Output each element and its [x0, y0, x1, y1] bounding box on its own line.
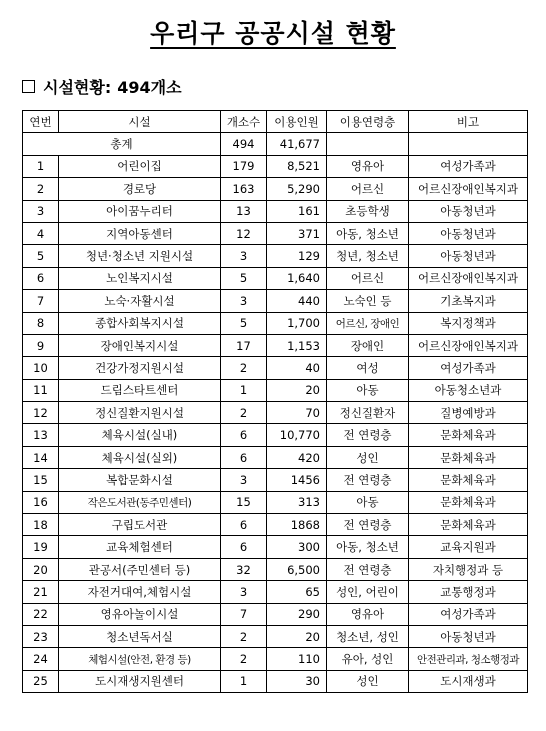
cell-note: 여성가족과 [409, 357, 528, 379]
cell-age: 전 연령층 [327, 424, 409, 446]
cell-users: 70 [267, 402, 327, 424]
cell-note: 문화체육과 [409, 469, 528, 491]
cell-count: 5 [221, 312, 267, 334]
cell-no: 23 [23, 625, 59, 647]
table-row [23, 446, 528, 468]
cell-facility: 정신질환지원시설 [59, 402, 221, 424]
cell-facility: 관공서(주민센터 등) [59, 558, 221, 580]
cell-age: 아동 [327, 379, 409, 401]
cell-age: 성인 [327, 670, 409, 692]
cell-users: 40 [267, 357, 327, 379]
cell-no: 9 [23, 334, 59, 356]
cell-no: 1 [23, 155, 59, 177]
cell-age: 노숙인 등 [327, 290, 409, 312]
cell-age: 아동, 청소년 [327, 536, 409, 558]
cell-facility: 드림스타트센터 [59, 379, 221, 401]
facility-summary [22, 75, 182, 98]
cell-no: 25 [23, 670, 59, 692]
header-no: 연번 [23, 111, 59, 133]
cell-facility: 장애인복지시설 [59, 334, 221, 356]
cell-age: 전 연령층 [327, 558, 409, 580]
cell-note: 어르신장애인복지과 [409, 267, 528, 289]
cell-note: 문화체육과 [409, 424, 528, 446]
cell-note: 도시재생과 [409, 670, 528, 692]
cell-facility: 노인복지시설 [59, 267, 221, 289]
table-row [23, 424, 528, 446]
cell-users: 20 [267, 379, 327, 401]
cell-age: 아동 [327, 491, 409, 513]
cell-count: 12 [221, 222, 267, 244]
cell-note: 어르신장애인복지과 [409, 178, 528, 200]
table-row [23, 178, 528, 200]
cell-note: 어르신장애인복지과 [409, 334, 528, 356]
cell-no: 16 [23, 491, 59, 513]
cell-age: 어르신, 장애인 [327, 312, 409, 334]
total-note [409, 133, 528, 155]
table-row [23, 200, 528, 222]
cell-note: 기초복지과 [409, 290, 528, 312]
cell-facility: 청년·청소년 지원시설 [59, 245, 221, 267]
table-row [23, 648, 528, 670]
cell-facility: 구립도서관 [59, 514, 221, 536]
cell-facility: 경로당 [59, 178, 221, 200]
cell-note: 여성가족과 [409, 155, 528, 177]
table-row [23, 379, 528, 401]
cell-no: 5 [23, 245, 59, 267]
cell-users: 290 [267, 603, 327, 625]
cell-facility: 체육시설(실내) [59, 424, 221, 446]
cell-users: 1868 [267, 514, 327, 536]
cell-age: 어르신 [327, 178, 409, 200]
table-row [23, 581, 528, 603]
cell-users: 1,153 [267, 334, 327, 356]
cell-note: 교통행정과 [409, 581, 528, 603]
table-row [23, 222, 528, 244]
cell-count: 2 [221, 625, 267, 647]
cell-age: 유아, 성인 [327, 648, 409, 670]
cell-age: 전 연령층 [327, 469, 409, 491]
cell-age: 정신질환자 [327, 402, 409, 424]
cell-age: 영유아 [327, 155, 409, 177]
table-row [23, 670, 528, 692]
cell-age: 성인 [327, 446, 409, 468]
cell-users: 8,521 [267, 155, 327, 177]
table-row [23, 536, 528, 558]
cell-facility: 지역아동센터 [59, 222, 221, 244]
cell-users: 161 [267, 200, 327, 222]
cell-note: 문화체육과 [409, 446, 528, 468]
cell-note: 교육지원과 [409, 536, 528, 558]
table-row [23, 245, 528, 267]
cell-count: 3 [221, 290, 267, 312]
page-title [0, 14, 546, 50]
cell-users: 30 [267, 670, 327, 692]
cell-age: 장애인 [327, 334, 409, 356]
cell-age: 어르신 [327, 267, 409, 289]
cell-age: 성인, 어린이 [327, 581, 409, 603]
cell-count: 6 [221, 446, 267, 468]
table-row [23, 290, 528, 312]
cell-no: 14 [23, 446, 59, 468]
page-title-text: 우리구 공공시설 현황 [150, 19, 396, 48]
cell-note: 아동청소년과 [409, 379, 528, 401]
cell-no: 22 [23, 603, 59, 625]
cell-no: 12 [23, 402, 59, 424]
cell-facility: 작은도서관(동주민센터) [59, 491, 221, 513]
facility-table [22, 110, 528, 693]
cell-count: 163 [221, 178, 267, 200]
cell-users: 110 [267, 648, 327, 670]
table-row [23, 267, 528, 289]
cell-no: 2 [23, 178, 59, 200]
cell-users: 300 [267, 536, 327, 558]
cell-facility: 교육체험센터 [59, 536, 221, 558]
summary-label: 시설현황: [43, 78, 112, 97]
cell-count: 2 [221, 648, 267, 670]
total-label: 총계 [23, 133, 221, 155]
table-row [23, 558, 528, 580]
cell-age: 영유아 [327, 603, 409, 625]
cell-note: 아동청년과 [409, 245, 528, 267]
cell-users: 129 [267, 245, 327, 267]
cell-users: 10,770 [267, 424, 327, 446]
cell-note: 여성가족과 [409, 603, 528, 625]
cell-note: 복지정책과 [409, 312, 528, 334]
cell-count: 15 [221, 491, 267, 513]
header-age: 이용연령층 [327, 111, 409, 133]
cell-no: 4 [23, 222, 59, 244]
cell-users: 20 [267, 625, 327, 647]
cell-facility: 자전거대여,체험시설 [59, 581, 221, 603]
table-header-row [23, 111, 528, 133]
cell-no: 24 [23, 648, 59, 670]
cell-no: 19 [23, 536, 59, 558]
cell-users: 313 [267, 491, 327, 513]
cell-facility: 노숙·자활시설 [59, 290, 221, 312]
table-row [23, 625, 528, 647]
cell-facility: 체육시설(실외) [59, 446, 221, 468]
table-row [23, 514, 528, 536]
cell-no: 10 [23, 357, 59, 379]
table-row [23, 491, 528, 513]
cell-age: 전 연령층 [327, 514, 409, 536]
cell-facility: 체험시설(안전, 환경 등) [59, 648, 221, 670]
cell-age: 청년, 청소년 [327, 245, 409, 267]
table-row [23, 155, 528, 177]
cell-facility: 종합사회복지시설 [59, 312, 221, 334]
cell-facility: 복합문화시설 [59, 469, 221, 491]
table-row [23, 603, 528, 625]
cell-count: 2 [221, 357, 267, 379]
cell-age: 여성 [327, 357, 409, 379]
cell-count: 6 [221, 514, 267, 536]
cell-no: 21 [23, 581, 59, 603]
total-count: 494 [221, 133, 267, 155]
cell-no: 18 [23, 514, 59, 536]
cell-count: 32 [221, 558, 267, 580]
header-count: 개소수 [221, 111, 267, 133]
cell-count: 1 [221, 670, 267, 692]
cell-note: 자치행정과 등 [409, 558, 528, 580]
cell-users: 440 [267, 290, 327, 312]
cell-count: 3 [221, 581, 267, 603]
cell-count: 13 [221, 200, 267, 222]
total-users: 41,677 [267, 133, 327, 155]
table-row [23, 312, 528, 334]
cell-facility: 청소년독서실 [59, 625, 221, 647]
cell-no: 20 [23, 558, 59, 580]
cell-users: 6,500 [267, 558, 327, 580]
header-note: 비고 [409, 111, 528, 133]
cell-note: 안전관리과, 청소행정과 [409, 648, 528, 670]
cell-count: 3 [221, 469, 267, 491]
table-row [23, 402, 528, 424]
cell-count: 5 [221, 267, 267, 289]
cell-note: 아동청년과 [409, 222, 528, 244]
summary-value: 494개소 [117, 78, 182, 97]
cell-note: 아동청년과 [409, 200, 528, 222]
cell-note: 문화체육과 [409, 491, 528, 513]
cell-no: 6 [23, 267, 59, 289]
header-facility: 시설 [59, 111, 221, 133]
cell-count: 1 [221, 379, 267, 401]
header-users: 이용인원 [267, 111, 327, 133]
cell-count: 7 [221, 603, 267, 625]
cell-users: 65 [267, 581, 327, 603]
total-age [327, 133, 409, 155]
cell-age: 아동, 청소년 [327, 222, 409, 244]
cell-users: 1456 [267, 469, 327, 491]
cell-users: 371 [267, 222, 327, 244]
cell-users: 5,290 [267, 178, 327, 200]
cell-facility: 도시재생지원센터 [59, 670, 221, 692]
cell-no: 8 [23, 312, 59, 334]
cell-count: 3 [221, 245, 267, 267]
table-row [23, 469, 528, 491]
checkbox-icon [22, 80, 35, 93]
cell-count: 6 [221, 536, 267, 558]
total-row [23, 133, 528, 155]
cell-age: 초등학생 [327, 200, 409, 222]
cell-count: 6 [221, 424, 267, 446]
cell-no: 11 [23, 379, 59, 401]
cell-count: 179 [221, 155, 267, 177]
cell-note: 문화체육과 [409, 514, 528, 536]
cell-users: 1,640 [267, 267, 327, 289]
cell-users: 1,700 [267, 312, 327, 334]
cell-note: 질병예방과 [409, 402, 528, 424]
cell-no: 7 [23, 290, 59, 312]
table-row [23, 334, 528, 356]
cell-count: 17 [221, 334, 267, 356]
cell-age: 청소년, 성인 [327, 625, 409, 647]
cell-facility: 아이꿈누리터 [59, 200, 221, 222]
table-row [23, 357, 528, 379]
cell-no: 13 [23, 424, 59, 446]
cell-note: 아동청년과 [409, 625, 528, 647]
cell-facility: 어린이집 [59, 155, 221, 177]
cell-facility: 건강가정지원시설 [59, 357, 221, 379]
cell-users: 420 [267, 446, 327, 468]
cell-count: 2 [221, 402, 267, 424]
cell-facility: 영유아놀이시설 [59, 603, 221, 625]
cell-no: 3 [23, 200, 59, 222]
cell-no: 15 [23, 469, 59, 491]
